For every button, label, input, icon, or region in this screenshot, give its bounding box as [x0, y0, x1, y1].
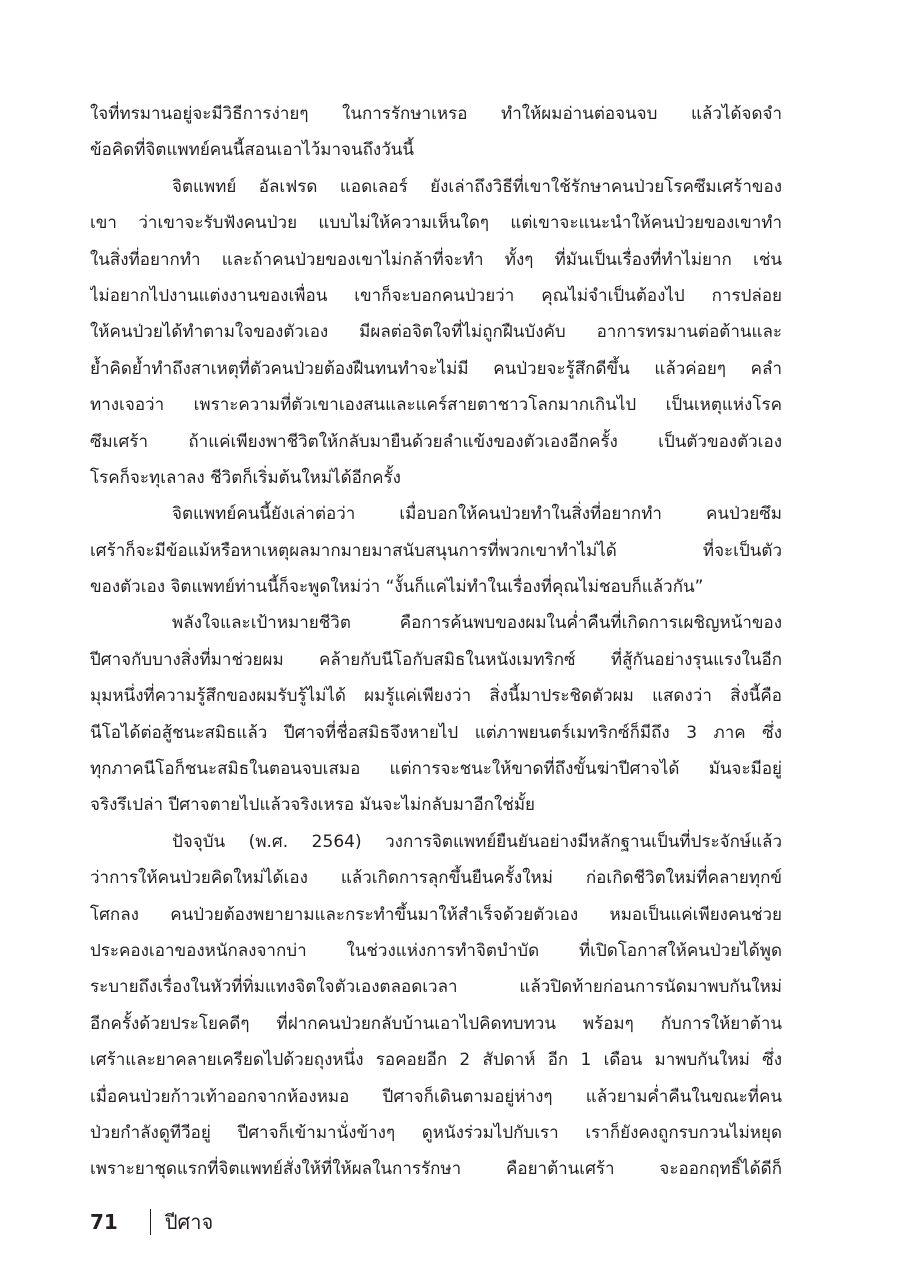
- text-line: ว่าการให้คนป่วยคิดใหม่ได้เอง แล้วเกิดการลุกขึ้นยืนครั้งใหม่ ก่อเกิดชีวิตใหม่ที่คลายทุกข์: [90, 868, 782, 889]
- text-line: ทุกภาคนีโอก็ชนะสมิธในตอนจบเสมอ แต่การจะชนะให้ขาดที่ถึงขั้นฆ่าปีศาจได้ มันจะมีอยู่: [90, 759, 782, 780]
- page-footer: [90, 1205, 213, 1239]
- text-line: ไม่อยากไปงานแต่งงานของเพื่อน เขาก็จะบอกคนป่วยว่า คุณไม่จำเป็นต้องไป การปล่อย: [90, 285, 782, 306]
- page-number: 71: [90, 1210, 118, 1234]
- text-line: พลังใจและเป้าหมายชีวิต คือการค้นพบของผมในค่ำคืนที่เกิดการเผชิญหน้าของ: [172, 613, 782, 634]
- text-line: เพราะยาชุดแรกที่จิตแพทย์สั่งให้ที่ให้ผลในการรักษา คือยาต้านเศร้า จะออกฤทธิ์ได้ดีก็: [90, 1159, 782, 1180]
- text-line: เศร้าและยาคลายเครียดไปด้วยถุงหนึ่ง รอคอยอีก 2 สัปดาห์ อีก 1 เดือน มาพบกันใหม่ ซึ่ง: [90, 1050, 782, 1071]
- text-line: อีกครั้งด้วยประโยคดีๆ ที่ฝากคนป่วยกลับบ้านเอาไปคิดทบทวน พร้อมๆ กับการให้ยาต้าน: [90, 1013, 782, 1034]
- text-line: ในสิ่งที่อยากทำ และถ้าคนป่วยของเขาไม่กล้าที่จะทำ ทั้งๆ ที่มันเป็นเรื่องที่ทำไม่ยาก เช่น: [90, 249, 782, 270]
- text-line: ปัจจุบัน (พ.ศ. 2564) วงการจิตแพทย์ยืนยันอย่างมีหลักฐานเป็นที่ประจักษ์แล้ว: [172, 831, 782, 852]
- text-line: ป่วยกำลังดูทีวีอยู่ ปีศาจก็เข้ามานั่งข้างๆ ดูหนังร่วมไปกับเรา เราก็ยังคงถูกรบกวนไม่หยุด: [90, 1122, 782, 1143]
- body-text: [90, 96, 782, 1188]
- text-line: ย้ำคิดย้ำทำถึงสาเหตุที่ตัวคนป่วยต้องฝืนทนทำจะไม่มี คนป่วยจะรู้สึกดีขึ้น แล้วค่อยๆ คลำ: [90, 358, 782, 379]
- text-line: ทางเจอว่า เพราะความที่ตัวเขาเองสนและแคร์สายตาชาวโลกมากเกินไป เป็นเหตุแห่งโรค: [90, 395, 782, 416]
- text-line: จิตแพทย์คนนี้ยังเล่าต่อว่า เมื่อบอกให้คนป่วยทำในสิ่งที่อยากทำ คนป่วยซึม: [172, 504, 782, 525]
- text-line: เขา ว่าเขาจะรับฟังคนป่วย แบบไม่ให้ความเห็นใดๆ แต่เขาจะแนะนำให้คนป่วยของเขาทำ: [90, 213, 782, 234]
- text-line: เมื่อคนป่วยก้าวเท้าออกจากห้องหมอ ปีศาจก็เดินตามอยู่ห่างๆ แล้วยามค่ำคืนในขณะที่คน: [90, 1086, 782, 1107]
- text-line: ของตัวเอง จิตแพทย์ท่านนี้ก็จะพูดใหม่ว่า “งั้นก็แค่ไม่ทำในเรื่องที่คุณไม่ชอบก็แล้วกัน”: [90, 577, 704, 598]
- text-line: จริงรึเปล่า ปีศาจตายไปแล้วจริงเหรอ มันจะไม่กลับมาอีกใช่มั้ย: [90, 795, 535, 816]
- running-title: ปีศาจ: [164, 1210, 214, 1234]
- text-line: ปีศาจกับบางสิ่งที่มาช่วยผม คล้ายกับนีโอกับสมิธในหนังเมทริกซ์ ที่สู้กันอย่างรุนแรงในอีก: [90, 649, 782, 670]
- text-line: ประคองเอาของหนักลงจากบ่า ในช่วงแห่งการทำจิตบำบัด ที่เปิดโอกาสให้คนป่วยได้พูด: [90, 940, 782, 961]
- text-line: ระบายถึงเรื่องในหัวที่ทิ่มแทงจิตใจตัวเองตลอดเวลา แล้วปิดท้ายก่อนการนัดมาพบกันใหม่: [90, 977, 782, 998]
- text-line: เศร้าก็จะมีข้อแม้หรือหาเหตุผลมากมายมาสนับสนุนการที่พวกเขาทำไม่ได้ ที่จะเป็นตัว: [90, 540, 782, 561]
- text-line: โศกลง คนป่วยต้องพยายามและกระทำขึ้นมาให้สำเร็จด้วยตัวเอง หมอเป็นแค่เพียงคนช่วย: [90, 904, 782, 925]
- text-line: โรคก็จะทุเลาลง ชีวิตก็เริ่มต้นใหม่ได้อีกครั้ง: [90, 467, 401, 488]
- text-line: ให้คนป่วยได้ทำตามใจของตัวเอง มีผลต่อจิตใจที่ไม่ถูกฝืนบังคับ อาการทรมานต่อต้านและ: [90, 322, 782, 343]
- text-line: ใจที่ทรมานอยู่จะมีวิธีการง่ายๆ ในการรักษาเหรอ ทำให้ผมอ่านต่อจนจบ แล้วได้จดจำ: [90, 104, 782, 124]
- text-line: จิตแพทย์ อัลเฟรด แอดเลอร์ ยังเล่าถึงวิธีที่เขาใช้รักษาคนป่วยโรคซึมเศร้าของ: [172, 176, 782, 197]
- text-line: มุมหนึ่งที่ความรู้สึกของผมรับรู้ไม่ได้ ผมรู้แค่เพียงว่า สิ่งนี้มาประชิดตัวผม แสดงว่า สิ่งนี้คือ: [90, 686, 782, 707]
- text-line: นีโอได้ต่อสู้ชนะสมิธแล้ว ปีศาจที่ชื่อสมิธจึงหายไป แต่ภาพยนตร์เมทริกซ์ก็มีถึง 3 ภาค ซึ่ง: [90, 722, 782, 743]
- text-line: ข้อคิดที่จิตแพทย์คนนี้สอนเอาไว้มาจนถึงวันนี้: [90, 140, 414, 161]
- footer-divider: [150, 1209, 151, 1235]
- text-line: ซึมเศร้า ถ้าแค่เพียงพาชีวิตให้กลับมายืนด้วยลำแข้งของตัวเองอีกครั้ง เป็นตัวของตัวเอง: [90, 431, 782, 452]
